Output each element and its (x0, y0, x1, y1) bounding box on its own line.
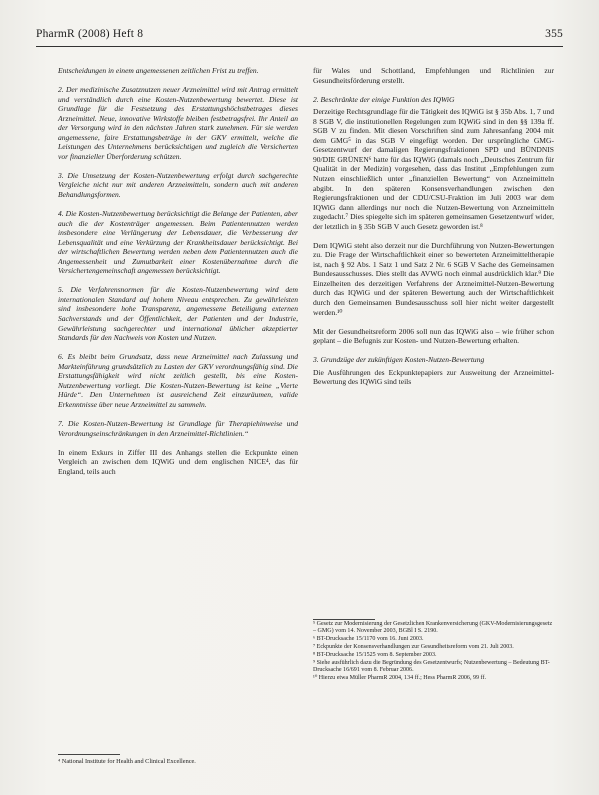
section-heading: 2. Beschränkte der einige Funktion des IQWiG (313, 94, 455, 104)
paragraph: 4. Die Kosten-Nutzenbewertung berücksichtigt die Belange der Patienten, aber auch die der Kostenträger angemessen. Beim Patientennutzen werden insbesondere eine Verlängerung der Lebensdauer, die Verbesserung der Lebensqualität und eine Verkürzung der Krankheitsdauer berücksichtigt. Bei der wirtschaftlichen Bewertung werden neben dem Patientennutzen auch die Angemessenheit und Zumutbarkeit einer Kostenübernahme durch die Versichertengemeinschaft angemessen berücksichtigt. (58, 209, 298, 276)
footnote: ⁶ BT-Drucksache 15/1170 vom 16. Juni 2003. (313, 636, 424, 643)
footnote: ⁸ BT-Drucksache 15/1525 vom 8. September 2003. (313, 652, 437, 659)
right-column (313, 66, 554, 396)
paragraph: Dem IQWiG steht also derzeit nur die Durchführung von Nutzen-Bewertungen zu. Die Frage der Wirtschaftlichkeit einer so bewerteten Arzneimitteltherapie ist, nach § 92 Abs. 1 Satz 1 und Satz 2 Nr. 6 SGB V Sache des Gemeinsamen Bundesausschusses. Dies stellt das AVWG noch einmal ausdrücklich klar.⁹ Die Einzelheiten des derzeitigen Verfahrens der Arzneimittel-Nutzen-Bewertung durch das IQWiG und der späteren Bewertung auch der Wirtschaftlichkeit durch den Gemeinsamen Bundesausschuss soll hier nicht weiter dargestellt werden.¹⁰ (313, 240, 554, 317)
paragraph: Derzeitige Rechtsgrundlage für die Tätigkeit des IQWiG ist § 35b Abs. 1, 7 und 8 SGB V, die institutionellen Regelungen zum IQWiG sind in den §§ 139a ff. SGB V zu finden. Mit diesen Vorschriften sind zum Jahresanfang 2004 mit dem GMG⁵ in das SGB V eingefügt worden. Der ursprüngliche GMG-Gesetzentwurf der damaligen Regierungsfraktionen SPD und BÜNDNIS 90/DIE GRÜNEN⁶ hatte für das IQWiG (damals noch „Deutsches Zentrum für Qualität in der Medizin) vorgesehen, dass das Institut „Empfehlungen zum Nutzen einschließlich unter „finanziellen Bewertung“ von Arzneimitteln abgibt. In den späteren Konsensverhandlungen zwischen den Regierungsfraktionen und der CDU/CSU-Fraktion im Juli 2003 war dem IQWiG dann allerdings nur noch die Nutzen-Bewertung von Arzneimitteln zugedacht.⁷ Dies spiegelte sich im späteren gemeinsamen Gesetzentwurf wider, der letztlich in § 35b SGB V auch Gesetz geworden ist.⁸ (313, 107, 554, 231)
paragraph: 2. Der medizinische Zusatznutzen neuer Arzneimittel wird mit Antrag ermittelt und verständlich durch eine Kosten-Nutzenbewertung bewertet. Diese ist Grundlage für die Festsetzung des Erstattungshöchstbetrages dieses Arzneimittel. Neue, innovative Wirkstoffe bleiben festbetragsfrei. Ihr Anteil an der Versorgung wird in den nächsten Jahren stark zunehmen. Für sie werden angemessene, faire Erstattungsbeträge in der GKV ermittelt, welche die Leistungen des Unternehmens berücksichtigen und zugleich die Versicherten vor finanzieller Überforderung schützen. (58, 85, 298, 161)
footnote: ¹⁰ Hierzu etwa Müller PharmR 2004, 134 ff.; Hess PharmR 2006, 99 ff. (313, 675, 486, 682)
header-rule (36, 46, 563, 47)
paragraph: Mit der Gesundheitsreform 2006 soll nun das IQWiG also – wie früher schon geplant – die Befugnis zur Kosten- und Nutzen-Bewertung erhalten. (313, 326, 554, 346)
paragraph: 5. Die Verfahrensnormen für die Kosten-Nutzenbewertung wird dem internationalen Standard auf hohem Niveau entsprechen. Zu gewährleisten sind insbesondere hohe Transparenz, angemessene Beteiligung externen Sachverstands und der Öffentlichkeit, der Patienten und der Industrie, Gewährleistung sachgerechter und international üblicher akzeptierter Standards für den Nachweis von Kosten und Nutzen. (58, 285, 298, 343)
journal-issue: PharmR (2008) Heft 8 (36, 28, 144, 40)
footnotes-left (58, 758, 298, 766)
page-number: 355 (545, 28, 563, 40)
paragraph: In einem Exkurs in Ziffer III des Anhangs stellen die Eckpunkte einen Vergleich an zwischen dem IQWiG und dem englischen NICE⁴, das für England, teils auch (58, 447, 298, 476)
footnote: ⁷ Eckpunkte der Konsensverhandlungen zur Gesundheitsreform vom 21. Juli 2003. (313, 644, 514, 651)
paragraph: 6. Es bleibt beim Grundsatz, dass neue Arzneimittel nach Zulassung und Markteinführung grundsätzlich zu Lasten der GKV verordnungsfähig sind. Die Erstattungsfähigkeit wird nicht zeitlich gestellt, bis eine Kosten-Nutzenbewertung vorliegt. Die Kosten-Nutzen-Bewertung ist keine „Vierte Hürde“. Den Unternehmen ist ausreichend Zeit einzuräumen, valide Erkenntnisse über neue Arzneimittel zu sammeln. (58, 352, 298, 409)
footnote: ⁵ Gesetz zur Modernisierung der Gesetzlichen Krankenversicherung (GKV-Modernisierungsgesetz – GMG) vom 14. November 2003, BGBl I S. 2190. (313, 621, 553, 635)
paragraph: Entscheidungen in einem angemessenen zeitlichen Frist zu treffen. (58, 66, 259, 75)
footnote-rule (313, 619, 375, 620)
footnote: ⁴ National Institute for Health and Clinical Excellence. (58, 758, 196, 765)
footnote: ⁹ Siehe ausführlich dazu die Begründung des Gesetzentwurfs; Nutzenbewertung – Bedeutung BT-Drucksache 16/691 vom 8. Februar 2006. (313, 660, 550, 674)
section-heading: 3. Grundzüge der zukünftigen Kosten-Nutzen-Bewertung (313, 355, 485, 365)
paragraph: 7. Die Kosten-Nutzen-Bewertung ist Grundlage für Therapiehinweise und Verordnungseinschränkungen in den Arzneimittel-Richtlinien.“ (58, 418, 298, 438)
paragraph: für Wales und Schottland, Empfehlungen und Richtlinien zur Gesundheitsförderung erstellt. (313, 66, 554, 85)
page-header (36, 28, 563, 44)
paragraph: Die Ausführungen des Eckpunktepapiers zur Ausweitung der Arzneimittel-Bewertung des IQWiG sind teils (313, 367, 554, 387)
paragraph: 3. Die Umsetzung der Kosten-Nutzenbewertung erfolgt durch sachgerechte Vergleiche nicht nur mit anderen Arzneimitteln, sondern auch mit anderen Behandlungsformen. (58, 170, 298, 200)
left-column (58, 66, 298, 486)
footnotes-right (313, 621, 554, 683)
footnote-rule (58, 754, 120, 755)
